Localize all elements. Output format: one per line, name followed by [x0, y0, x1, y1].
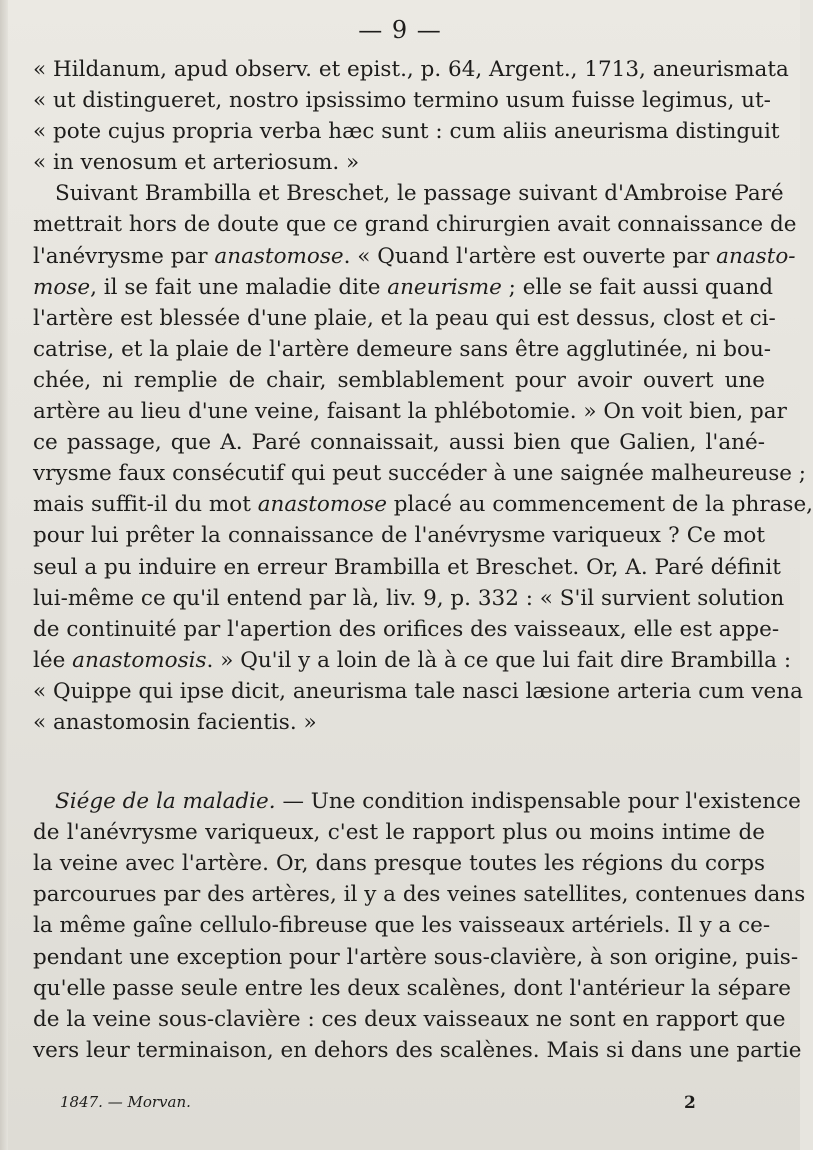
text-line: qu'elle passe seule entre les deux scalènes, dont l'antérieur la sépare	[33, 975, 791, 1001]
text-line: « ut distingueret, nostro ipsissimo termino usum fuisse legimus, ut-	[33, 88, 771, 114]
text-line: de l'anévrysme variqueux, c'est le rapport plus ou moins intime de	[33, 820, 765, 846]
page-number: — 9 —	[358, 16, 442, 44]
text-line: « Hildanum, apud observ. et epist., p. 64, Argent., 1713, aneurismata	[33, 57, 789, 82]
text-line: la même gaîne cellulo-fibreuse que les vaisseaux artériels. Il y a ce-	[33, 913, 771, 939]
text-line: « Quippe qui ipse dicit, aneurisma tale nasci læsione arteria cum vena	[33, 678, 803, 704]
text-line: mettrait hors de doute que ce grand chirurgien avait connaissance de	[33, 212, 797, 238]
text-line: « in venosum et arteriosum. »	[33, 150, 360, 176]
text-line: Suivant Brambilla et Breschet, le passage suivant d'Ambroise Paré	[55, 181, 784, 207]
text-line: « anastomosin facientis. »	[33, 709, 317, 735]
text-line: l'artère est blessée d'une plaie, et la peau qui est dessus, clost et ci-	[33, 305, 776, 331]
text-line: l'anévrysme par anastomose. « Quand l'artère est ouverte par anasto-	[33, 243, 796, 269]
text-line: pour lui prêter la connaissance de l'anévrysme variqueux ? Ce mot	[33, 523, 765, 549]
text-line: chée, ni remplie de chair, semblablement pour avoir ouvert une	[33, 367, 765, 393]
text-line: mais suffit-il du mot anastomose placé au commencement de la phrase,	[33, 492, 813, 518]
text-line: lui-même ce qu'il entend par là, liv. 9, p. 332 : « S'il survient solution	[33, 585, 785, 611]
paragraph-gap	[33, 738, 765, 786]
text-line: de continuité par l'apertion des orifices des vaisseaux, elle est appe-	[33, 616, 780, 642]
text-line: mose, il se fait une maladie dite aneurisme ; elle se fait aussi quand	[33, 274, 773, 300]
body-text	[33, 54, 813, 1066]
text-line: vers leur terminaison, en dehors des scalènes. Mais si dans une partie	[33, 1037, 802, 1063]
quote-paragraph	[33, 54, 789, 178]
text-line: Siége de la maladie. — Une condition indispensable pour l'existence	[55, 789, 801, 815]
text-line: pendant une exception pour l'artère sous-clavière, à son origine, puis-	[33, 944, 799, 970]
text-line: artère au lieu d'une veine, faisant la phlébotomie. » On voit bien, par	[33, 399, 787, 425]
binding-shadow	[0, 0, 8, 1150]
signature-mark: 2	[684, 1093, 696, 1113]
text-line: de la veine sous-clavière : ces deux vaisseaux ne sont en rapport que	[33, 1006, 786, 1032]
text-line: lée anastomosis. » Qu'il y a loin de là à ce que lui fait dire Brambilla :	[33, 647, 792, 673]
text-line: vrysme faux consécutif qui peut succéder à une saignée malheureuse ;	[33, 461, 807, 487]
text-line: ce passage, que A. Paré connaissait, aussi bien que Galien, l'ané-	[33, 430, 765, 456]
text-line: « pote cujus propria verba hæc sunt : cum aliis aneurisma distinguit	[33, 119, 780, 145]
pare-paragraph	[33, 178, 813, 738]
siege-paragraph	[33, 786, 806, 1066]
printer-imprint: 1847. — Morvan.	[60, 1093, 191, 1111]
page-footer	[60, 1093, 700, 1111]
text-line: seul a pu induire en erreur Brambilla et Breschet. Or, A. Paré définit	[33, 554, 781, 580]
text-line: la veine avec l'artère. Or, dans presque toutes les régions du corps	[33, 851, 765, 877]
text-line: catrise, et la plaie de l'artère demeure sans être agglutinée, ni bou-	[33, 336, 772, 362]
text-line: parcourues par des artères, il y a des veines satellites, contenues dans	[33, 882, 806, 908]
